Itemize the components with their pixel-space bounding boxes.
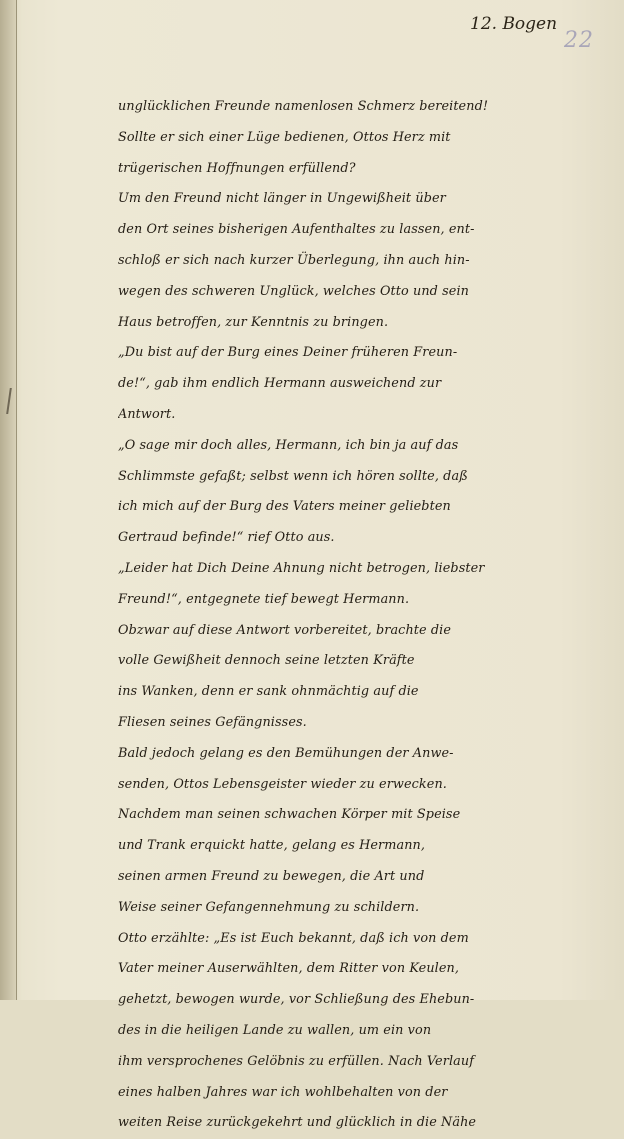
- text-line: ins Wanken, denn er sank ohnmächtig auf die: [118, 684, 419, 700]
- sheet-note: 12. Bogen: [470, 14, 558, 34]
- text-line: „O sage mir doch alles, Hermann, ich bin ja auf das: [118, 437, 459, 453]
- text-line: Otto erzählte: „Es ist Euch bekannt, daß ich von dem: [118, 930, 469, 946]
- text-line: Nachdem man seinen schwachen Körper mit Speise: [118, 807, 461, 823]
- text-line: Gertraud befinde!“ rief Otto aus.: [118, 530, 335, 546]
- text-line: wegen des schweren Unglück, welches Otto und sein: [118, 283, 470, 299]
- text-line: Sollte er sich einer Lüge bedienen, Ottos Herz mit: [118, 129, 451, 145]
- text-line: gehetzt, bewogen wurde, vor Schließung des Ehebun-: [118, 992, 475, 1008]
- text-line: trügerischen Hoffnungen erfüllend?: [118, 160, 356, 176]
- handwritten-text-block: [118, 92, 608, 1139]
- text-line: Weise seiner Gefangennehmung zu schildern.: [118, 899, 420, 915]
- binding-edge: [0, 0, 16, 1000]
- text-line: weiten Reise zurückgekehrt und glücklich in die Nähe: [118, 1115, 477, 1131]
- text-line: „Leider hat Dich Deine Ahnung nicht betrogen, liebster: [118, 560, 485, 576]
- text-line: ich mich auf der Burg des Vaters meiner geliebten: [118, 499, 451, 515]
- text-line: volle Gewißheit dennoch seine letzten Kräfte: [118, 653, 415, 669]
- text-line: Schlimmste gefaßt; selbst wenn ich hören sollte, daß: [118, 468, 468, 484]
- text-line: des in die heiligen Lande zu wallen, um ein von: [118, 1022, 432, 1038]
- text-line: Freund!“, entgegnete tief bewegt Hermann.: [118, 591, 410, 607]
- text-line: den Ort seines bisherigen Aufenthaltes zu lassen, ent-: [118, 222, 475, 238]
- text-line: unglücklichen Freunde namenlosen Schmerz bereitend!: [118, 99, 489, 114]
- text-line: Bald jedoch gelang es den Bemühungen der Anwe-: [118, 745, 454, 761]
- text-line: Obzwar auf diese Antwort vorbereitet, brachte die: [118, 622, 452, 638]
- text-line: Vater meiner Auserwählten, dem Ritter von Keulen,: [118, 961, 460, 977]
- text-line: senden, Ottos Lebensgeister wieder zu erwecken.: [118, 776, 447, 792]
- text-line: Fliesen seines Gefängnisses.: [118, 714, 307, 730]
- text-line: seinen armen Freund zu bewegen, die Art und: [118, 868, 425, 884]
- text-line: eines halben Jahres war ich wohlbehalten von der: [118, 1084, 448, 1100]
- folio-number: 22: [564, 28, 594, 53]
- text-line: und Trank erquickt hatte, gelang es Hermann,: [118, 838, 426, 854]
- margin-rule: [16, 0, 17, 1000]
- text-line: Haus betroffen, zur Kenntnis zu bringen.: [118, 314, 389, 330]
- text-line: Antwort.: [118, 406, 176, 422]
- text-line: schloß er sich nach kurzer Überlegung, ihn auch hin-: [118, 252, 470, 268]
- text-line: Um den Freund nicht länger in Ungewißheit über: [118, 191, 446, 207]
- margin-pencil-mark: [6, 388, 20, 414]
- text-line: ihm versprochenes Gelöbnis zu erfüllen. Nach Verlauf: [118, 1053, 475, 1069]
- text-line: de!“, gab ihm endlich Hermann ausweichend zur: [118, 376, 442, 392]
- text-line: „Du bist auf der Burg eines Deiner früheren Freun-: [118, 345, 458, 361]
